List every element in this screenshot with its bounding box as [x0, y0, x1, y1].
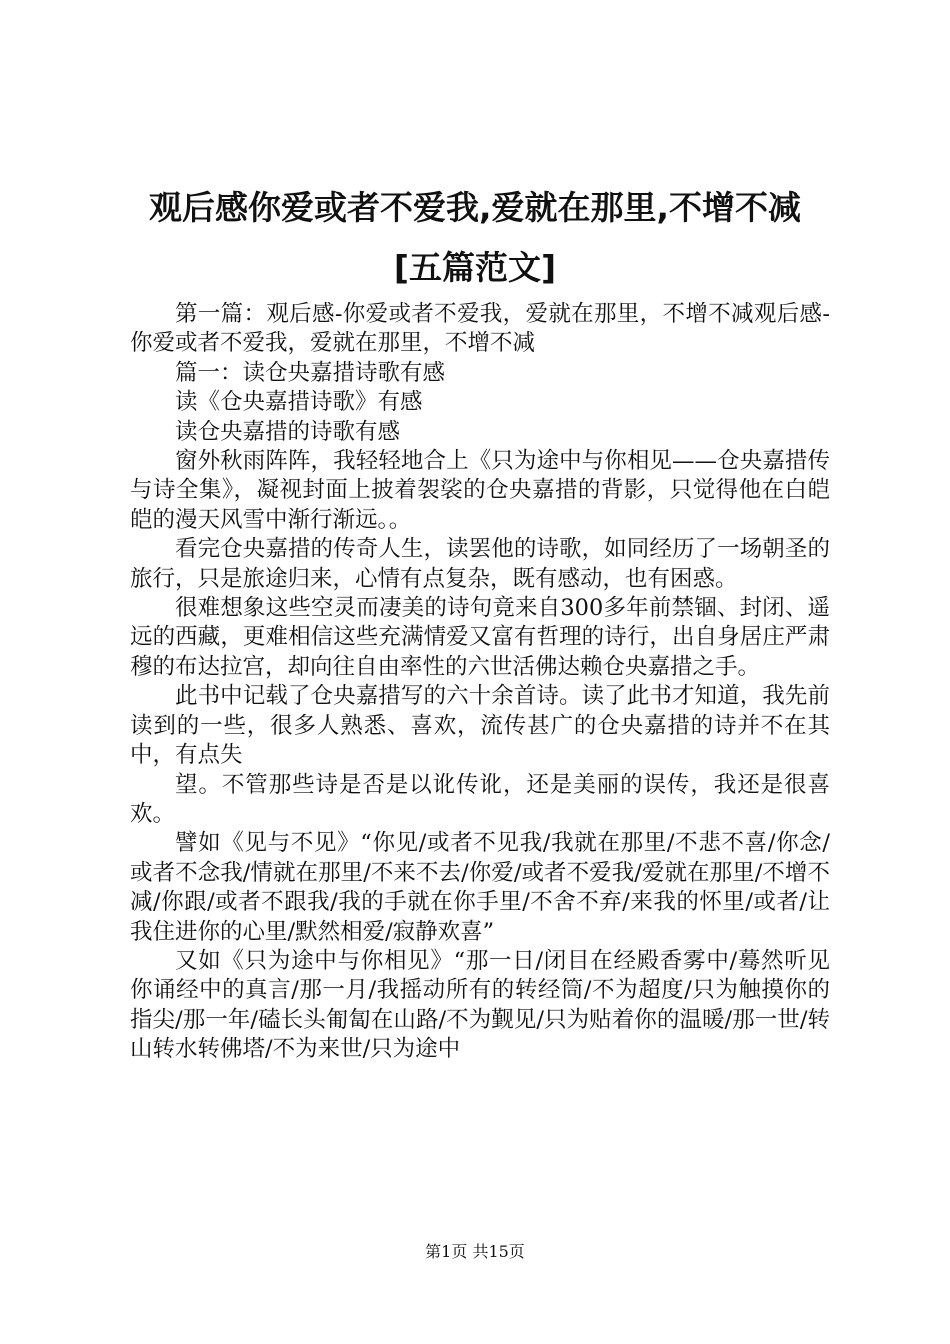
paragraph-10: 譬如《见与不见》“你见/或者不见我/我就在那里/不悲不喜/你念/或者不念我/情就在那里/不来不去/你爱/或者不爱我/爱就在那里/不增不减/你跟/或者不跟我/我的手就在你手里/不舍不弃/来我的怀里/或者/让我住进你的心里/默然相爱/寂静欢喜” [130, 830, 830, 945]
paragraph-9: 望。不管那些诗是否是以讹传讹，还是美丽的误传，我还是很喜欢。 [130, 771, 830, 827]
paragraph-5: 窗外秋雨阵阵，我轻轻地合上《只为途中与你相见——仓央嘉措传与诗全集》，凝视封面上披着袈裟的仓央嘉措的背影，只觉得他在白皑皑的漫天风雪中渐行渐远。。 [130, 448, 830, 533]
paragraph-6: 看完仓央嘉措的传奇人生，读罢他的诗歌，如同经历了一场朝圣的旅行，只是旅途归来，心情有点复杂，既有感动，也有困惑。 [130, 536, 830, 592]
paragraph-3: 读《仓央嘉措诗歌》有感 [175, 389, 423, 416]
document-title-line-1: 观后感你爱或者不爱我,爱就在那里,不增不减 [148, 188, 802, 227]
paragraph-1: 第一篇：观后感-你爱或者不爱我，爱就在那里，不增不减观后感-你爱或者不爱我，爱就在那里，不增不减 [130, 301, 830, 357]
document-body [130, 300, 830, 1065]
page-number-footer: 第1页 共15页 [425, 1242, 525, 1261]
paragraph-8: 此书中记载了仓央嘉措写的六十余首诗。读了此书才知道，我先前读到的一些，很多人熟悉、喜欢，流传甚广的仓央嘉措的诗并不在其中，有点失 [130, 683, 830, 769]
paragraph-4: 读仓央嘉措的诗歌有感 [175, 418, 401, 445]
paragraph-2: 篇一：读仓央嘉措诗歌有感 [175, 359, 446, 386]
paragraph-7: 很难想象这些空灵而凄美的诗句竟来自300多年前禁锢、封闭、遥远的西藏，更难相信这些充满情爱又富有哲理的诗行，出自身居庄严肃穆的布达拉宫，却向往自由率性的六世活佛达赖仓央嘉措之手。 [130, 595, 830, 680]
document-title-line-2: [五篇范文] [393, 248, 557, 287]
paragraph-11: 又如《只为途中与你相见》“那一日/闭目在经殿香雾中/蓦然听见你诵经中的真言/那一月/我摇动所有的转经筒/不为超度/只为触摸你的指尖/那一年/磕长头匍匐在山路/不为觐见/只为贴着你的温暖/那一世/转山转水转佛塔/不为来世/只为途中 [130, 947, 830, 1063]
